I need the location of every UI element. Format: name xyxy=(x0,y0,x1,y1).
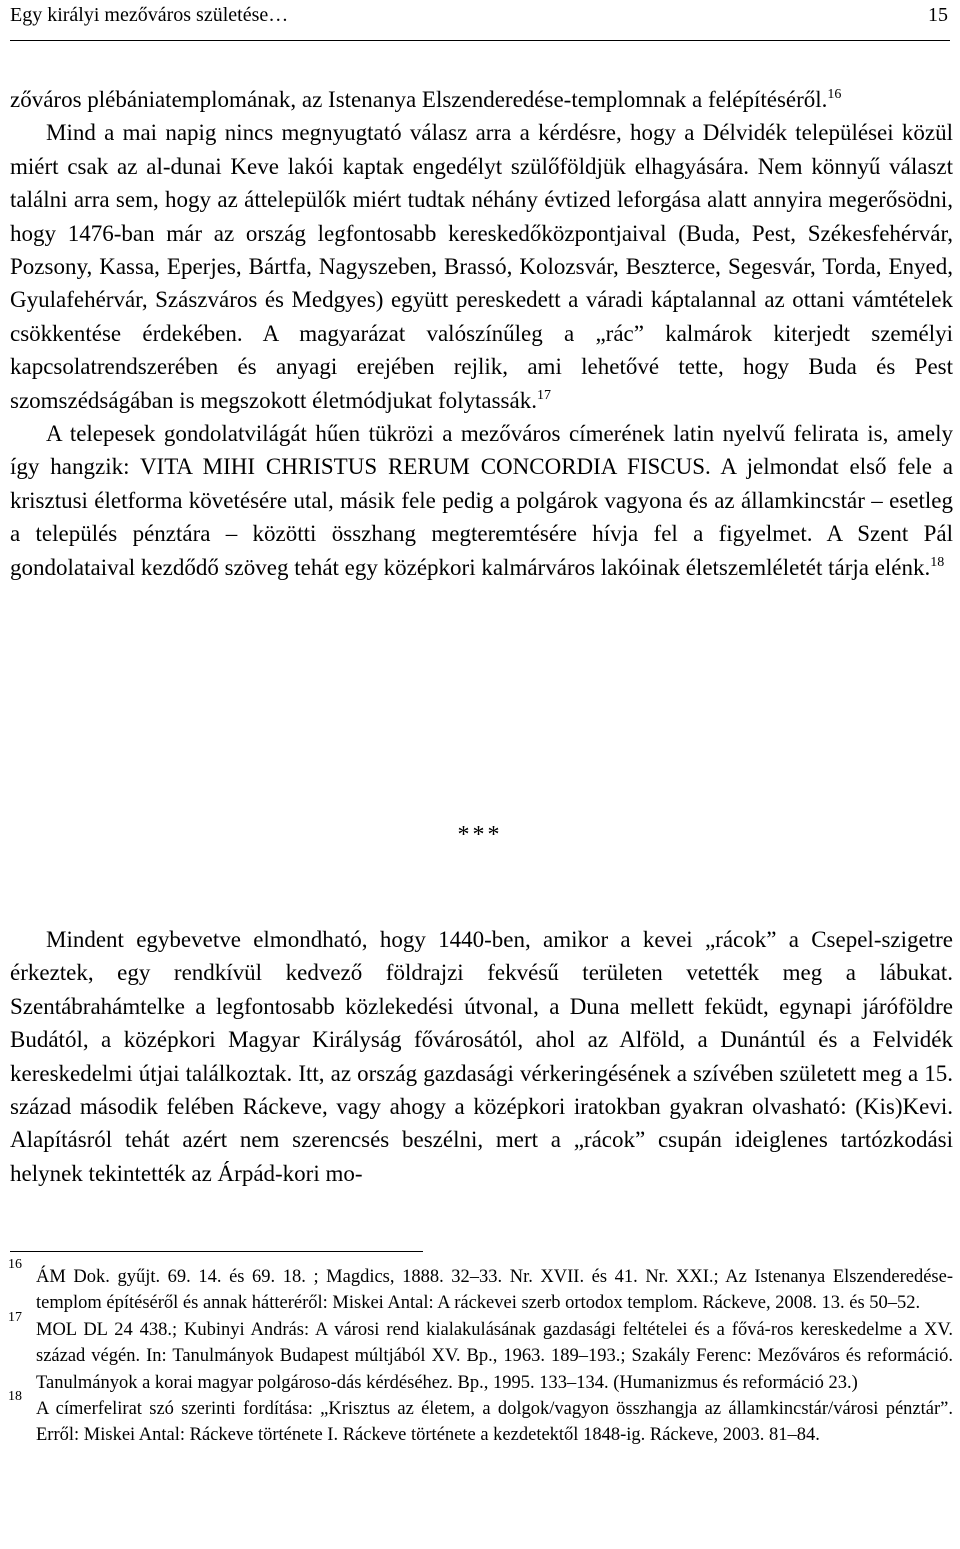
paragraph xyxy=(10,116,953,417)
footnote-number: 17 xyxy=(8,1309,22,1325)
running-header xyxy=(10,0,950,41)
footnote-text: ÁM Dok. gyűjt. 69. 14. és 69. 18. ; Magdics, 1888. 32–33. Nr. XVII. és 41. Nr. XXI.; Az Istenanya Elszenderedése-templom építéséről és annak hátteréről: Miskei Antal: A ráckevei szerb ortodox templom. Ráckeve, 2008. 13. és 50–52. xyxy=(36,1267,953,1314)
body-section-2 xyxy=(10,923,953,1190)
footnote-ref-17: 17 xyxy=(536,387,551,403)
footnote-ref-18: 18 xyxy=(930,554,945,570)
paragraph xyxy=(10,923,953,1190)
paragraph-text: Mind a mai napig nincs megnyugtató válasz arra a kérdésre, hogy a Délvidék települései közül miért csak az al-dunai Keve lakói kaptak engedélyt szülőföldjük elhagyására. Nem könnyű választ találni arra sem, hogy az áttelepülők miért tudtak néhány évtized leforgása alatt annyira megerősödni, hogy 1476-ban már az ország legfontosabb kereskedőközpontjaival (Buda, Pest, Székesfehérvár, Pozsony, Kassa, Eperjes, Bártfa, Nagyszeben, Brassó, Kolozsvár, Beszterce, Segesvár, Torda, Enyed, Gyulafehérvár, Szászváros és Medgyes) együtt pereskedett a váradi káptalannal az ottani vámtételek csökkentése érdekében. A magyarázat valószínűleg a „rác” kalmárok kiterjedt személyi kapcsolatrendszerében és anyagi erejében rejlik, ami lehetővé tette, hogy Buda és Pest szomszédságában is megszokott életmódjukat folytassák. xyxy=(10,120,953,413)
footnote-text: MOL DL 24 438.; Kubinyi András: A városi rend kialakulásának gazdasági feltételei és a fővá-ros kereskedelme a XV. század végén. In: Tanulmányok Budapest múltjából XV. Bp., 1963. 189–193.; Szakály Ferenc: Mezőváros és reformáció. Tanulmányok a korai magyar polgároso-dás kérdéséhez. Bp., 1995. 133–134. (Humanizmus és reformáció 23.) xyxy=(36,1319,953,1393)
footnote-ref-16: 16 xyxy=(827,87,842,102)
footnote-divider xyxy=(10,1251,423,1252)
section-separator: *** xyxy=(457,822,503,848)
paragraph xyxy=(10,417,953,584)
paragraph-continuation xyxy=(10,83,953,116)
footnotes xyxy=(8,1257,953,1449)
paragraph-text: A telepesek gondolatvilágát hűen tükrözi a mezőváros címerének latin nyelvű felirata is, amely így hangzik: VITA MIHI CHRISTUS RERUM CONCORDIA FISCUS. A jelmondat első fele a krisztusi életforma követésére utal, másik fele pedig a polgárok vagyona és az államkincstár – esetleg a település pénztára – közötti összhang megteremtésére hívja fel a figyelmet. A Szent Pál gondolataival kezdődő szöveg tehát egy középkori kalmárváros lakóinak életszemléletét tárja elénk. xyxy=(10,421,953,580)
page-number: 15 xyxy=(928,4,948,26)
footnote-17 xyxy=(8,1309,953,1396)
footnote-number: 16 xyxy=(8,1257,22,1272)
paragraph-text: zőváros plébániatemplomának, az Istenanya Elszenderedése-templomnak a felépítéséről. xyxy=(10,87,828,112)
footnote-number: 18 xyxy=(8,1389,22,1405)
paragraph-text: Mindent egybevetve elmondható, hogy 1440-ben, amikor a kevei „rácok” a Csepel-szigetre érkeztek, egy rendkívül kedvező földrajzi fekvésű területen vetették meg a lábukat. Szentábrahámtelke a legfontosabb közlekedési útvonal, a Duna mellett feküdt, egynapi járóföldre Budától, a középkori Magyar Királyság fővárosától, ahol az Alföld, a Dunántúl és a Felvidék kereskedelmi útjai találkoztak. Itt, az ország gazdasági vérkeringésének a szívében született meg a 15. század második felében Ráckeve, vagy ahogy a középkori iratokban gyakran olvasható: (Kis)Kevi. Alapításról tehát azért nem szerencsés beszélni, mert a „rácok” csupán ideiglenes tartózkodási helynek tekintették az Árpád-kori mo- xyxy=(10,927,953,1186)
footnote-text: A címerfelirat szó szerinti fordítása: „Krisztus az életem, a dolgok/vagyon összhangja az államkincstár/városi pénztár”. Erről: Miskei Antal: Ráckeve története I. Ráckeve története a kezdetektől 1848-ig. Ráckeve, 2003. 81–84. xyxy=(36,1399,953,1446)
running-title: Egy királyi mezőváros születése… xyxy=(10,4,289,26)
footnote-18 xyxy=(8,1389,953,1449)
body-section-1 xyxy=(10,83,953,584)
